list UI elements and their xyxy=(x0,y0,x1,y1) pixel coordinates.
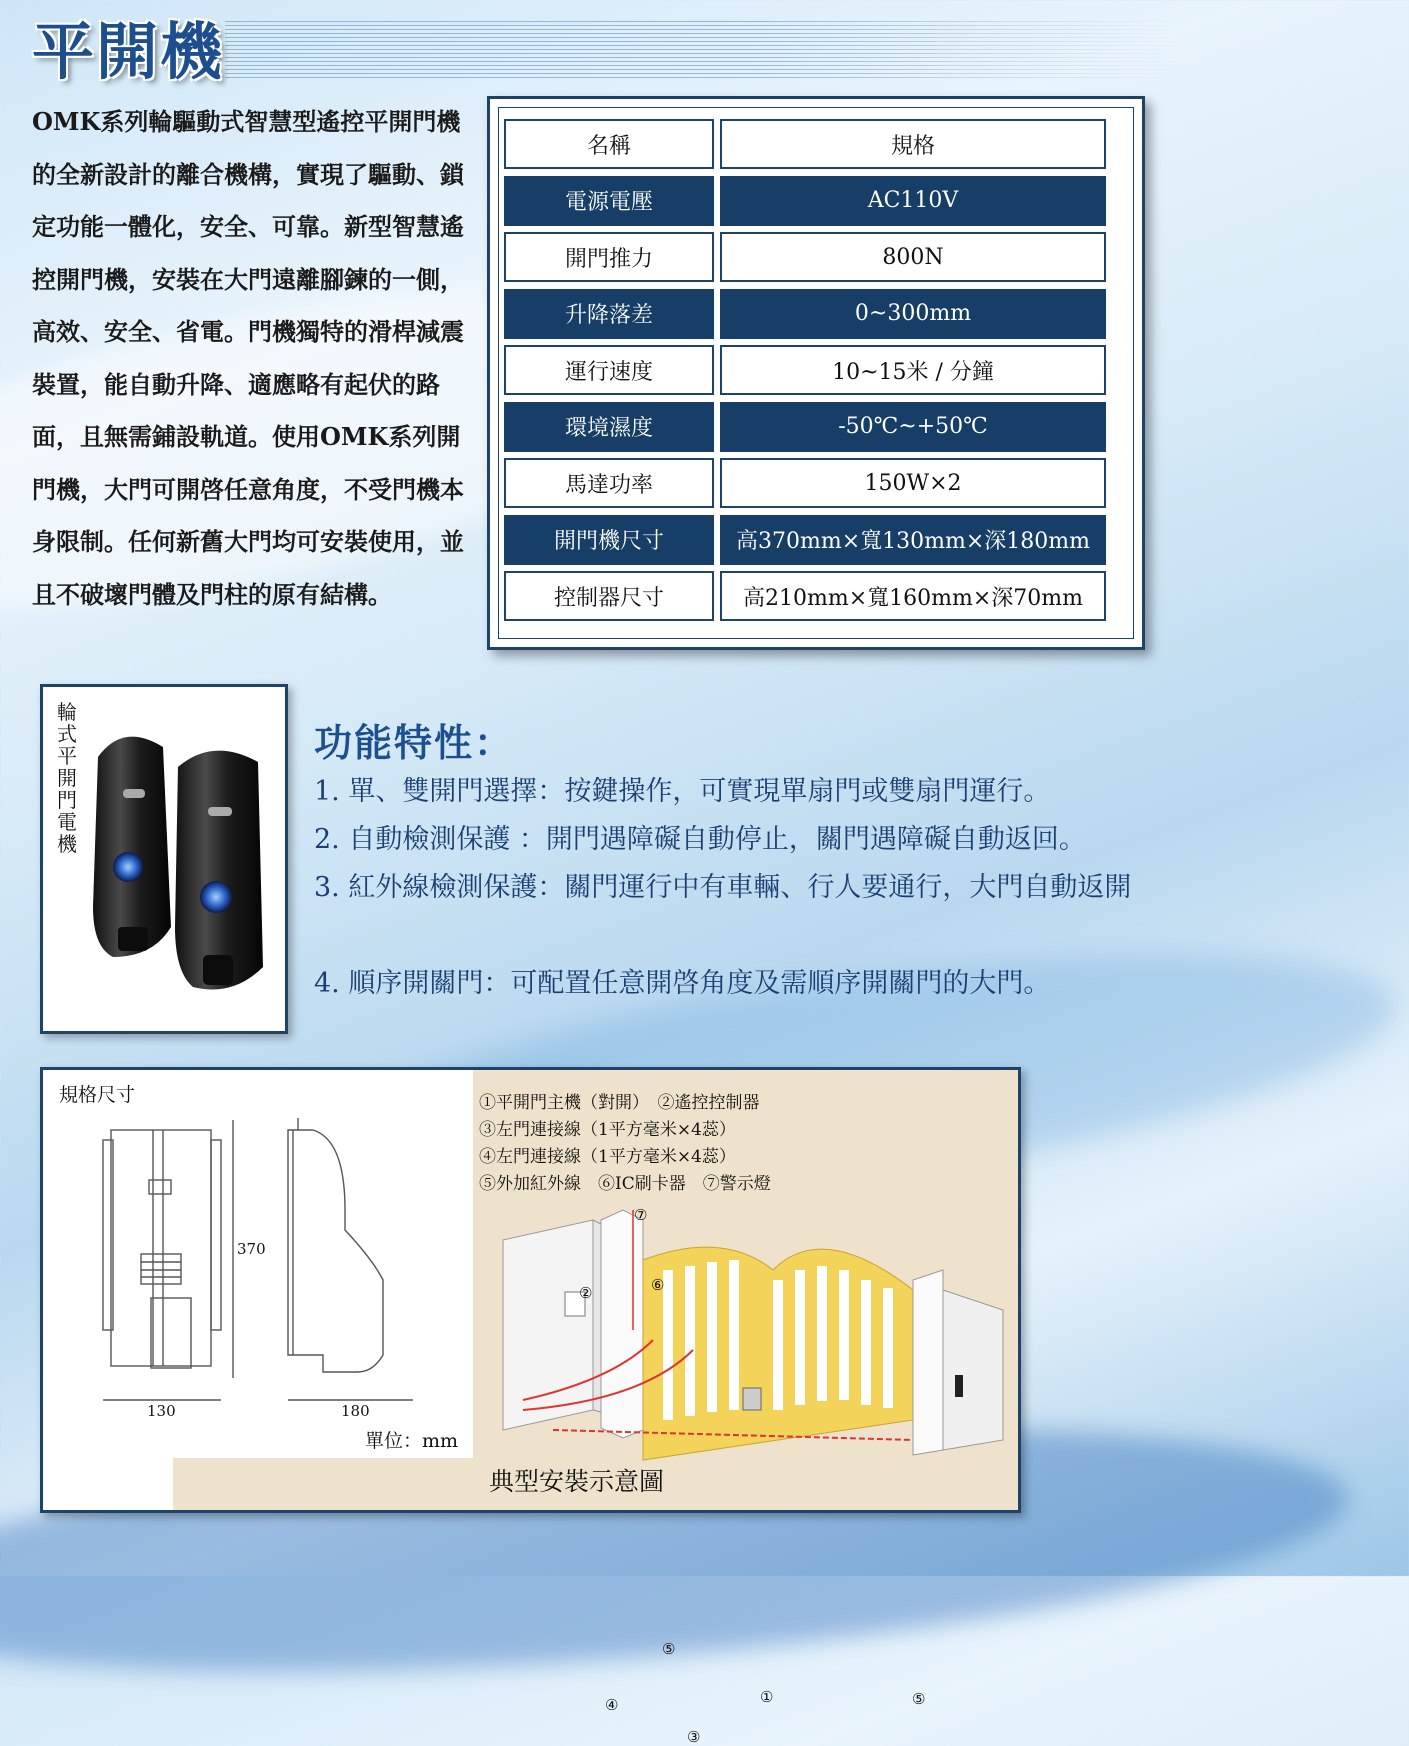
page-title: 平開機 xyxy=(32,15,225,88)
marker-4: ④ xyxy=(605,1696,619,1714)
spec-header-row xyxy=(504,119,1108,169)
marker-2: ② xyxy=(579,1284,593,1302)
install-legend-line: ⑤外加紅外線 ⑥IC刷卡器 ⑦警示燈 xyxy=(479,1174,771,1194)
feature-item: 1. 單、雙開門選擇：按鍵操作，可實現單扇門或雙扇門運行。 xyxy=(314,776,1051,807)
product-photo xyxy=(40,684,288,1034)
install-diagram xyxy=(493,1200,1013,1460)
spec-name-cell: 運行速度 xyxy=(504,345,714,395)
feature-item: 3. 紅外線檢測保護：關門運行中有車輛、行人要通行，大門自動返開 xyxy=(314,872,1132,903)
intro-paragraph: OMK系列輪驅動式智慧型遙控平開門機的全新設計的離合機構，實現了驅動、鎖定功能一體化，安全、可靠。新型智慧遙控開門機，安裝在大門遠離腳鍊的一側，高效、安全、省電。門機獨特的滑桿減震裝置，能自動升降、適應略有起伏的路面，且無需鋪設軌道。使用OMK系列開門機，大門可開啓任意角度，不受門機本身限制。任何新舊大門均可安裝使用，並且不破壞門體及門柱的原有結構。 xyxy=(32,107,464,609)
feature-item: 4. 順序開關門：可配置任意開啓角度及需順序開關門的大門。 xyxy=(314,968,1051,999)
install-legend-line: ③左門連接線（1平方毫米×4蕊） xyxy=(479,1120,736,1140)
spec-value-cell: 規格 xyxy=(720,119,1106,169)
marker-6: ⑥ xyxy=(651,1276,665,1294)
marker-3: ③ xyxy=(687,1728,701,1746)
height-dimension: 370 xyxy=(237,1240,266,1258)
width-dimension: 130 xyxy=(147,1402,176,1420)
spec-name-cell: 名稱 xyxy=(504,119,714,169)
spec-row xyxy=(504,571,1108,621)
title-decoration xyxy=(225,18,1180,78)
spec-name-cell: 環境濕度 xyxy=(504,402,714,452)
install-caption: 典型安裝示意圖 xyxy=(489,1467,665,1496)
spec-value-cell: 高370mm×寬130mm×深180mm xyxy=(720,515,1106,565)
spec-name-cell: 開門機尺寸 xyxy=(504,515,714,565)
spec-value-cell: -50℃~+50℃ xyxy=(720,402,1106,452)
spec-name-cell: 控制器尺寸 xyxy=(504,571,714,621)
spec-name-cell: 升降落差 xyxy=(504,289,714,339)
spec-row xyxy=(504,232,1108,282)
spec-value-cell: 0~300mm xyxy=(720,289,1106,339)
features-title: 功能特性： xyxy=(314,720,515,765)
dimensions-title: 規格尺寸 xyxy=(59,1084,136,1106)
spec-value-cell: 150W×2 xyxy=(720,458,1106,508)
spec-value-cell: 10~15米 / 分鐘 xyxy=(720,345,1106,395)
spec-value-cell: AC110V xyxy=(720,176,1106,226)
spec-name-cell: 馬達功率 xyxy=(504,458,714,508)
photo-label: 輪式平開門電機 xyxy=(57,700,77,856)
spec-row xyxy=(504,176,1108,226)
spec-value-cell: 800N xyxy=(720,232,1106,282)
unit-label: 單位：mm xyxy=(365,1430,459,1452)
spec-table xyxy=(487,96,1145,650)
spec-row xyxy=(504,458,1108,508)
depth-dimension: 180 xyxy=(341,1402,370,1420)
install-legend-line: ④左門連接線（1平方毫米×4蕊） xyxy=(479,1147,736,1167)
feature-item: 2. 自動檢測保護 ：開門遇障礙自動停止，關門遇障礙自動返回。 xyxy=(314,824,1086,855)
spec-name-cell: 電源電壓 xyxy=(504,176,714,226)
marker-7: ⑦ xyxy=(634,1206,648,1224)
marker-5-right: ⑤ xyxy=(912,1690,926,1708)
marker-1: ① xyxy=(760,1688,774,1706)
install-legend-line: ①平開門主機（對開） ②遙控控制器 xyxy=(479,1093,760,1113)
gate-motor-image xyxy=(83,727,283,1007)
spec-name-cell: 開門推力 xyxy=(504,232,714,282)
dimensions-panel xyxy=(40,1067,1021,1746)
spec-row xyxy=(504,402,1108,452)
spec-row xyxy=(504,345,1108,395)
spec-value-cell: 高210mm×寬160mm×深70mm xyxy=(720,571,1106,621)
spec-row xyxy=(504,289,1108,339)
spec-row xyxy=(504,515,1108,565)
dimension-drawing xyxy=(83,1110,493,1410)
marker-5: ⑤ xyxy=(662,1640,676,1658)
